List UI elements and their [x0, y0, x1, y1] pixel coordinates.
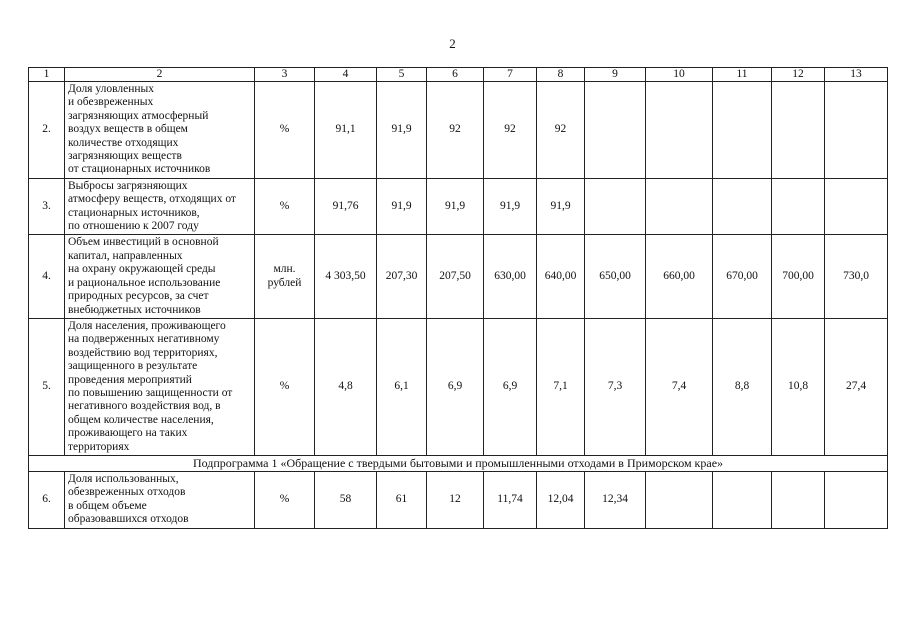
header-cell: 7 — [484, 68, 537, 82]
indicator-name — [65, 318, 255, 455]
value-cell — [772, 471, 825, 528]
name-line: от стационарных источников — [68, 163, 211, 176]
header-cell: 2 — [65, 68, 255, 82]
value-cell: 730,0 — [825, 235, 888, 318]
value-cell: 4,8 — [315, 318, 377, 455]
value-cell — [646, 82, 713, 179]
unit-cell: % — [255, 82, 315, 179]
name-line: капитал, направленных — [68, 249, 183, 262]
value-cell — [825, 82, 888, 179]
value-cell: 61 — [377, 471, 427, 528]
value-cell — [713, 471, 772, 528]
header-cell: 4 — [315, 68, 377, 82]
value-cell — [585, 82, 646, 179]
name-line: по повышению защищенности от — [68, 386, 233, 399]
value-cell: 91,76 — [315, 178, 377, 235]
header-cell: 3 — [255, 68, 315, 82]
name-line: атмосферу веществ, отходящих от — [68, 193, 236, 206]
value-cell: 27,4 — [825, 318, 888, 455]
value-cell — [713, 82, 772, 179]
value-cell: 207,50 — [427, 235, 484, 318]
name-line: территориях — [68, 440, 130, 453]
header-cell: 6 — [427, 68, 484, 82]
value-cell: 7,4 — [646, 318, 713, 455]
name-line: загрязняющих веществ — [68, 150, 182, 163]
value-cell: 207,30 — [377, 235, 427, 318]
value-cell: 4 303,50 — [315, 235, 377, 318]
subprogram-title: Подпрограмма 1 «Обращение с твердыми бытовыми и промышленными отходами в Приморском крае» — [29, 455, 888, 471]
name-line: проживающего на таких — [68, 427, 188, 440]
value-cell: 650,00 — [585, 235, 646, 318]
name-line: проведения мероприятий — [68, 373, 192, 386]
name-line: природных ресурсов, за счет — [68, 290, 209, 303]
name-line: Доля использованных, — [68, 472, 179, 485]
value-cell: 700,00 — [772, 235, 825, 318]
name-line: стационарных источников, — [68, 206, 200, 219]
value-cell — [825, 178, 888, 235]
header-cell: 5 — [377, 68, 427, 82]
value-cell: 670,00 — [713, 235, 772, 318]
name-line: общем количестве населения, — [68, 413, 214, 426]
header-cell: 12 — [772, 68, 825, 82]
name-line: внебюджетных источников — [68, 303, 201, 316]
value-cell: 10,8 — [772, 318, 825, 455]
indicators-table — [28, 67, 888, 529]
name-line: в общем объеме — [68, 499, 147, 512]
value-cell — [772, 82, 825, 179]
name-line: и обезвреженных — [68, 96, 154, 109]
name-line: Выбросы загрязняющих — [68, 179, 188, 192]
row-number: 2. — [29, 82, 65, 179]
unit-cell: % — [255, 318, 315, 455]
value-cell: 7,1 — [537, 318, 585, 455]
value-cell: 7,3 — [585, 318, 646, 455]
unit-cell: % — [255, 471, 315, 528]
name-line: образовавшихся отходов — [68, 513, 189, 526]
header-row — [29, 68, 888, 82]
name-line: воздух веществ в общем — [68, 123, 188, 136]
value-cell: 91,9 — [377, 178, 427, 235]
value-cell: 6,9 — [484, 318, 537, 455]
value-cell: 8,8 — [713, 318, 772, 455]
table-row — [29, 82, 888, 179]
header-cell: 8 — [537, 68, 585, 82]
name-line: воздействию вод территориях, — [68, 346, 218, 359]
name-line: на охрану окружающей среды — [68, 263, 216, 276]
value-cell: 91,1 — [315, 82, 377, 179]
name-line: обезвреженных отходов — [68, 486, 186, 499]
header-cell: 10 — [646, 68, 713, 82]
unit-cell: млн. рублей — [255, 235, 315, 318]
value-cell — [585, 178, 646, 235]
name-line: и рациональное использование — [68, 276, 221, 289]
name-line: Доля населения, проживающего — [68, 319, 226, 332]
value-cell: 92 — [537, 82, 585, 179]
unit-cell: % — [255, 178, 315, 235]
indicator-name — [65, 235, 255, 318]
name-line: загрязняющих атмосферный — [68, 109, 209, 122]
value-cell: 640,00 — [537, 235, 585, 318]
name-line: по отношению к 2007 году — [68, 220, 199, 233]
header-cell: 9 — [585, 68, 646, 82]
table-row — [29, 235, 888, 318]
indicator-name — [65, 82, 255, 179]
value-cell: 58 — [315, 471, 377, 528]
indicator-name — [65, 471, 255, 528]
row-number: 6. — [29, 471, 65, 528]
value-cell — [772, 178, 825, 235]
table-row — [29, 471, 888, 528]
value-cell — [646, 471, 713, 528]
value-cell: 92 — [484, 82, 537, 179]
value-cell — [825, 471, 888, 528]
value-cell: 91,9 — [377, 82, 427, 179]
name-line: Доля уловленных — [68, 83, 154, 95]
value-cell: 630,00 — [484, 235, 537, 318]
row-number: 3. — [29, 178, 65, 235]
table-row — [29, 178, 888, 235]
header-cell: 1 — [29, 68, 65, 82]
value-cell: 12,04 — [537, 471, 585, 528]
value-cell: 92 — [427, 82, 484, 179]
value-cell: 12 — [427, 471, 484, 528]
row-number: 4. — [29, 235, 65, 318]
name-line: защищенного в результате — [68, 360, 198, 373]
name-line: Объем инвестиций в основной — [68, 236, 219, 249]
value-cell: 6,1 — [377, 318, 427, 455]
subprogram-row — [29, 455, 888, 471]
value-cell: 91,9 — [427, 178, 484, 235]
value-cell — [713, 178, 772, 235]
value-cell: 660,00 — [646, 235, 713, 318]
header-cell: 13 — [825, 68, 888, 82]
table-row — [29, 318, 888, 455]
value-cell: 91,9 — [537, 178, 585, 235]
page-number: 2 — [449, 36, 456, 51]
value-cell: 12,34 — [585, 471, 646, 528]
value-cell: 11,74 — [484, 471, 537, 528]
value-cell: 6,9 — [427, 318, 484, 455]
value-cell — [646, 178, 713, 235]
value-cell: 91,9 — [484, 178, 537, 235]
name-line: негативного воздействия вод, в — [68, 400, 221, 413]
indicator-name — [65, 178, 255, 235]
row-number: 5. — [29, 318, 65, 455]
header-cell: 11 — [713, 68, 772, 82]
name-line: на подверженных негативному — [68, 333, 220, 346]
name-line: количестве отходящих — [68, 136, 179, 149]
